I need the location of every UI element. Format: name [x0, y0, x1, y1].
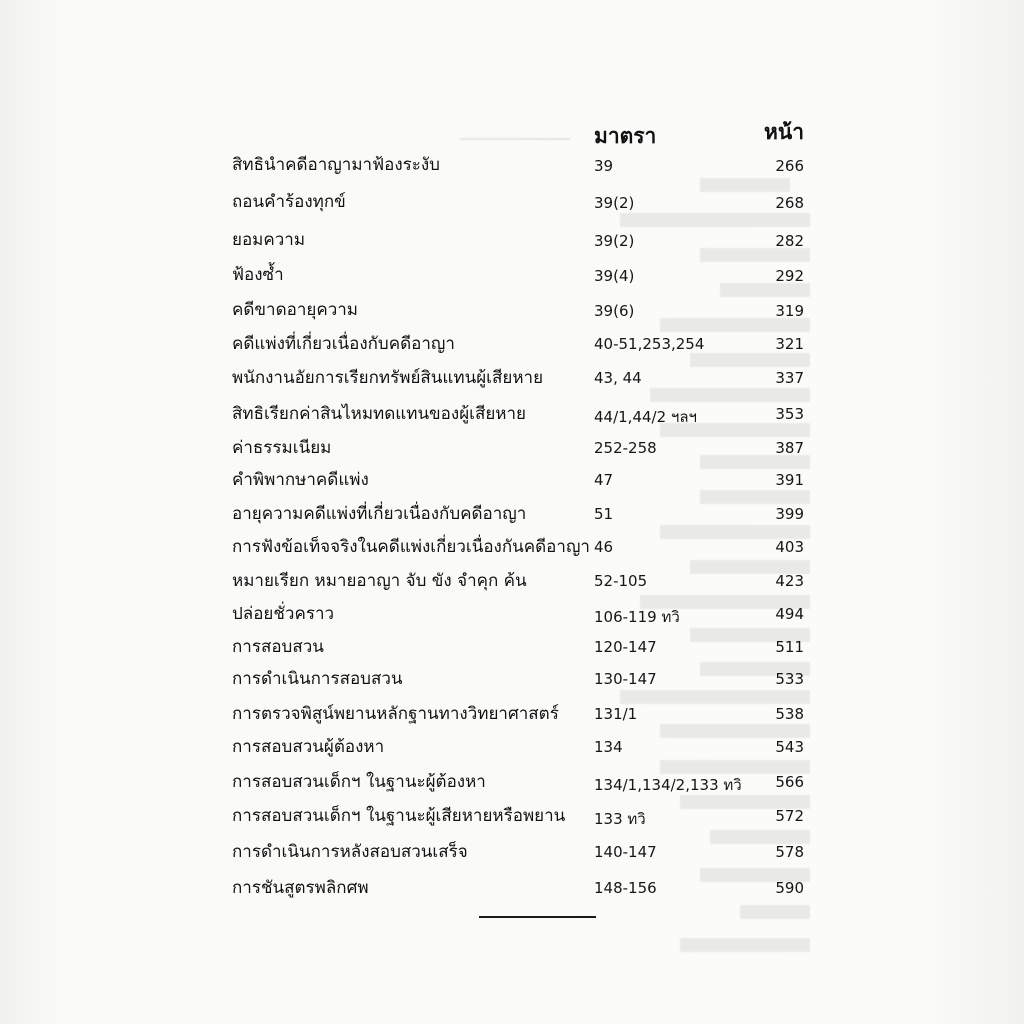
toc-entry [0, 700, 1024, 730]
entry-section: 134/1,134/2,133 ทวิ [594, 776, 742, 794]
entry-section: 40-51,253,254 [594, 335, 705, 353]
section-column-header: มาตรา [594, 124, 657, 148]
entry-page-number: 282 [775, 232, 804, 250]
toc-entry [0, 400, 1024, 430]
entry-title: การชันสูตรพลิกศพ [232, 878, 369, 898]
entry-title: ยอมความ [232, 230, 306, 250]
entry-title: สิทธิเรียกค่าสินไหมทดแทนของผู้เสียหาย [232, 404, 527, 424]
entry-section: 39(6) [594, 302, 635, 320]
toc-entry [0, 364, 1024, 394]
entry-title: การฟังข้อเท็จจริงในคดีแพ่งเกี่ยวเนื่องกันคดีอาญา [232, 537, 590, 557]
entry-section: 39(2) [594, 194, 635, 212]
entry-section: 148-156 [594, 879, 657, 897]
entry-section: 39(4) [594, 267, 635, 285]
entry-page-number: 538 [775, 705, 804, 723]
entry-page-number: 319 [775, 302, 804, 320]
show-through-text [460, 116, 570, 140]
entry-page-number: 266 [775, 157, 804, 175]
entry-title: คำพิพากษาคดีแพ่ง [232, 470, 369, 490]
entry-title: ฟ้องซ้ำ [232, 265, 284, 285]
show-through-text [680, 938, 810, 952]
entry-title: การสอบสวนผู้ต้องหา [232, 737, 385, 757]
show-through-text [740, 905, 810, 919]
entry-section: 39 [594, 157, 614, 175]
entry-title: สิทธินำคดีอาญามาฟ้องระงับ [232, 155, 440, 175]
entry-page-number: 391 [775, 471, 804, 489]
toc-entry [0, 296, 1024, 326]
entry-section: 252-258 [594, 439, 657, 457]
entry-page-number: 321 [775, 335, 804, 353]
toc-entry [0, 633, 1024, 663]
entry-page-number: 511 [775, 638, 804, 656]
entry-title: การสอบสวนเด็กฯ ในฐานะผู้เสียหายหรือพยาน [232, 806, 566, 826]
toc-entry [0, 261, 1024, 291]
toc-entry [0, 768, 1024, 798]
entry-title: พนักงานอัยการเรียกทรัพย์สินแทนผู้เสียหาย [232, 368, 544, 388]
entry-page-number: 399 [775, 505, 804, 523]
entry-title: การดำเนินการหลังสอบสวนเสร็จ [232, 842, 468, 862]
toc-entry [0, 330, 1024, 360]
entry-section: 130-147 [594, 670, 657, 688]
toc-entry [0, 533, 1024, 563]
toc-entry [0, 665, 1024, 695]
entry-page-number: 494 [775, 605, 804, 623]
entry-section: 140-147 [594, 843, 657, 861]
entry-section: 47 [594, 471, 614, 489]
page-column-header: หน้า [764, 120, 804, 144]
entry-title: การสอบสวน [232, 637, 324, 657]
toc-entry [0, 500, 1024, 530]
entry-page-number: 533 [775, 670, 804, 688]
entry-title: การดำเนินการสอบสวน [232, 669, 403, 689]
entry-title: อายุความคดีแพ่งที่เกี่ยวเนื่องกับคดีอาญา [232, 504, 527, 524]
entry-title: การสอบสวนเด็กฯ ในฐานะผู้ต้องหา [232, 772, 486, 792]
entry-section: 44/1,44/2 ฯลฯ [594, 408, 697, 426]
entry-page-number: 572 [775, 807, 804, 825]
entry-section: 106-119 ทวิ [594, 608, 680, 626]
entry-section: 52-105 [594, 572, 648, 590]
entry-page-number: 353 [775, 405, 804, 423]
entry-title: คดีแพ่งที่เกี่ยวเนื่องกับคดีอาญา [232, 334, 455, 354]
entry-section: 133 ทวิ [594, 810, 646, 828]
entry-page-number: 566 [775, 773, 804, 791]
toc-entry [0, 567, 1024, 597]
toc-entry [0, 600, 1024, 630]
entry-page-number: 387 [775, 439, 804, 457]
toc-entry [0, 802, 1024, 832]
toc-entry [0, 733, 1024, 763]
entry-title: ปล่อยชั่วคราว [232, 604, 335, 624]
entry-title: คดีขาดอายุความ [232, 300, 359, 320]
entry-page-number: 268 [775, 194, 804, 212]
entry-page-number: 543 [775, 738, 804, 756]
toc-entry [0, 151, 1024, 181]
toc-entry [0, 874, 1024, 904]
entry-section: 134 [594, 738, 623, 756]
entry-title: ถอนคำร้องทุกข์ [232, 192, 346, 212]
toc-entry [0, 226, 1024, 256]
entry-section: 120-147 [594, 638, 657, 656]
entry-title: การตรวจพิสูน์พยานหลักฐานทางวิทยาศาสตร์ [232, 704, 559, 724]
entry-title: หมายเรียก หมายอาญา จับ ขัง จำคุก ค้น [232, 571, 527, 591]
entry-page-number: 590 [775, 879, 804, 897]
toc-entry [0, 434, 1024, 464]
entry-section: 46 [594, 538, 614, 556]
entry-page-number: 578 [775, 843, 804, 861]
toc-entry [0, 838, 1024, 868]
entry-section: 39(2) [594, 232, 635, 250]
entry-title: ค่าธรรมเนียม [232, 438, 332, 458]
entry-page-number: 403 [775, 538, 804, 556]
toc-entry [0, 188, 1024, 218]
entry-page-number: 337 [775, 369, 804, 387]
toc-entry [0, 466, 1024, 496]
entry-section: 51 [594, 505, 614, 523]
entry-page-number: 423 [775, 572, 804, 590]
entry-section: 131/1 [594, 705, 638, 723]
closing-rule [479, 916, 596, 918]
entry-section: 43, 44 [594, 369, 642, 387]
entry-page-number: 292 [775, 267, 804, 285]
